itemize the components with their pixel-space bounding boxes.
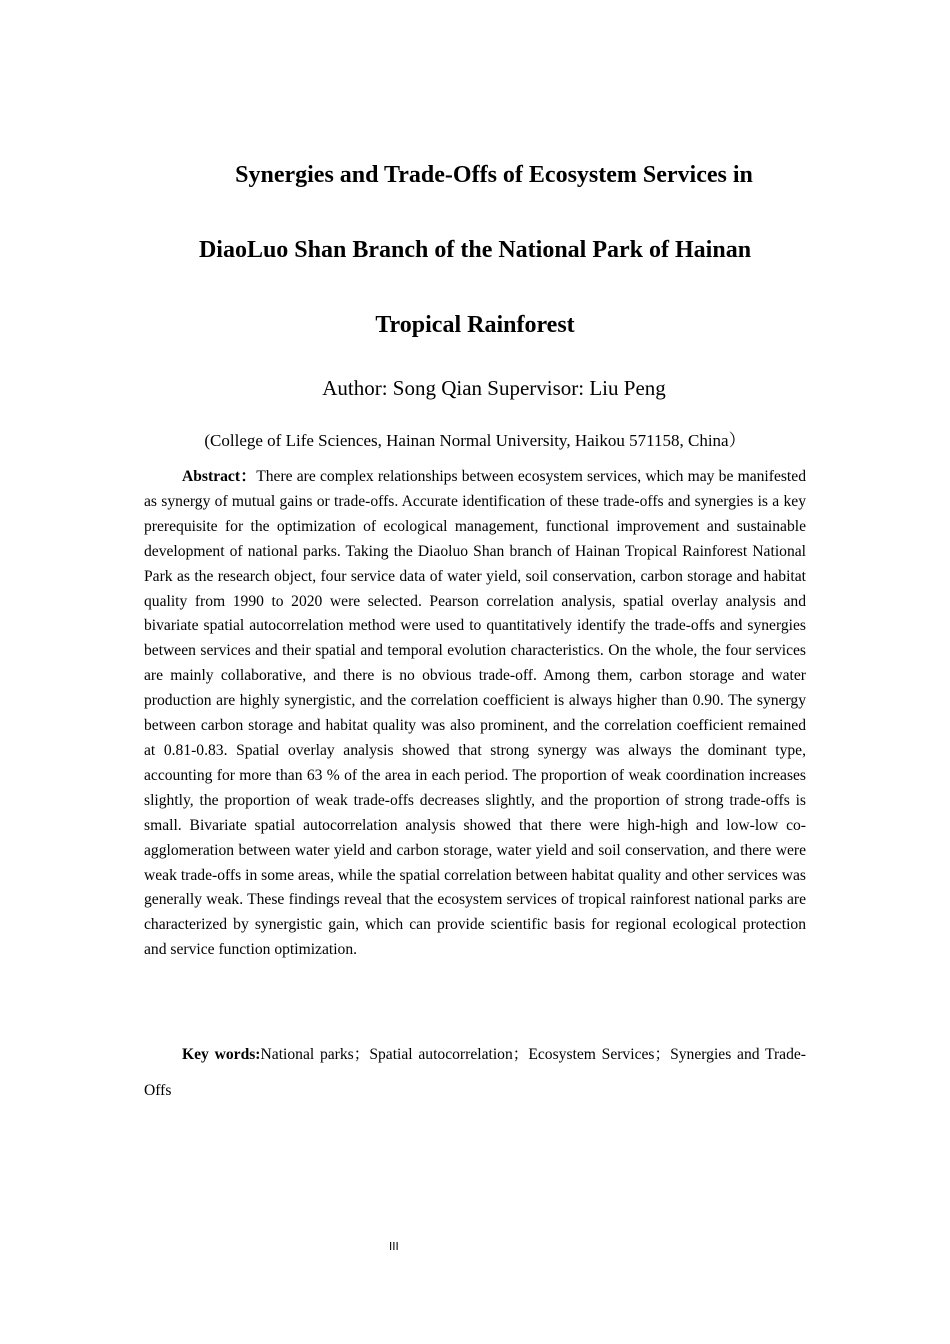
abstract-paragraph xyxy=(144,465,806,963)
page-number: III xyxy=(389,1240,399,1253)
abstract-label: Abstract： xyxy=(182,468,257,485)
affiliation: (College of Life Sciences, Hainan Normal University, Haikou 571158, China） xyxy=(204,431,746,450)
keywords-text: National parks；Spatial autocorrelation；Ecosystem Services；Synergies and Trade-Offs xyxy=(144,1046,806,1099)
keywords-label: Key words: xyxy=(182,1046,261,1063)
title-line-1: Synergies and Trade-Offs of Ecosystem Services in xyxy=(235,162,753,188)
keywords-paragraph xyxy=(144,1037,806,1109)
abstract-text: There are complex relationships between ecosystem services, which may be manifested as synergy of mutual gains or trade-offs. Accurate identification of these trade-offs and synergies is a key prerequisite for the optimization of ecological management, functional improvement and sustainable development of national parks. Taking the Diaoluo Shan branch of Hainan Tropical Rainforest National Park as the research object, four service data of water yield, soil conservation, carbon storage and habitat quality from 1990 to 2020 were selected. Pearson correlation analysis, spatial overlay analysis and bivariate spatial autocorrelation method were used to quantitatively identify the trade-offs and synergies between services and their spatial and temporal evolution characteristics. On the whole, the four services are mainly collaborative, and there is no obvious trade-off. Among them, carbon storage and water production are highly synergistic, and the correlation coefficient is always higher than 0.90. The synergy between carbon storage and habitat quality was also prominent, and the correlation coefficient remained at 0.81-0.83. Spatial overlay analysis showed that strong synergy was always the dominant type, accounting for more than 63 % of the area in each period. The proportion of weak coordination increases slightly, the proportion of weak trade-offs decreases slightly, and the proportion of strong trade-offs is small. Bivariate spatial autocorrelation analysis showed that there were high-high and low-low co-agglomeration between water yield and carbon storage, water yield and soil conservation, and there were weak trade-offs in some areas, while the spatial correlation between habitat quality and other services was generally weak. These findings reveal that the ecosystem services of tropical rainforest national parks are characterized by synergistic gain, which can provide scientific basis for regional ecological protection and service function optimization. xyxy=(144,468,806,959)
title-line-3: Tropical Rainforest xyxy=(375,312,575,338)
title-line-2: DiaoLuo Shan Branch of the National Park of Hainan xyxy=(198,237,752,263)
author-line: Author: Song Qian Supervisor: Liu Peng xyxy=(322,376,666,400)
